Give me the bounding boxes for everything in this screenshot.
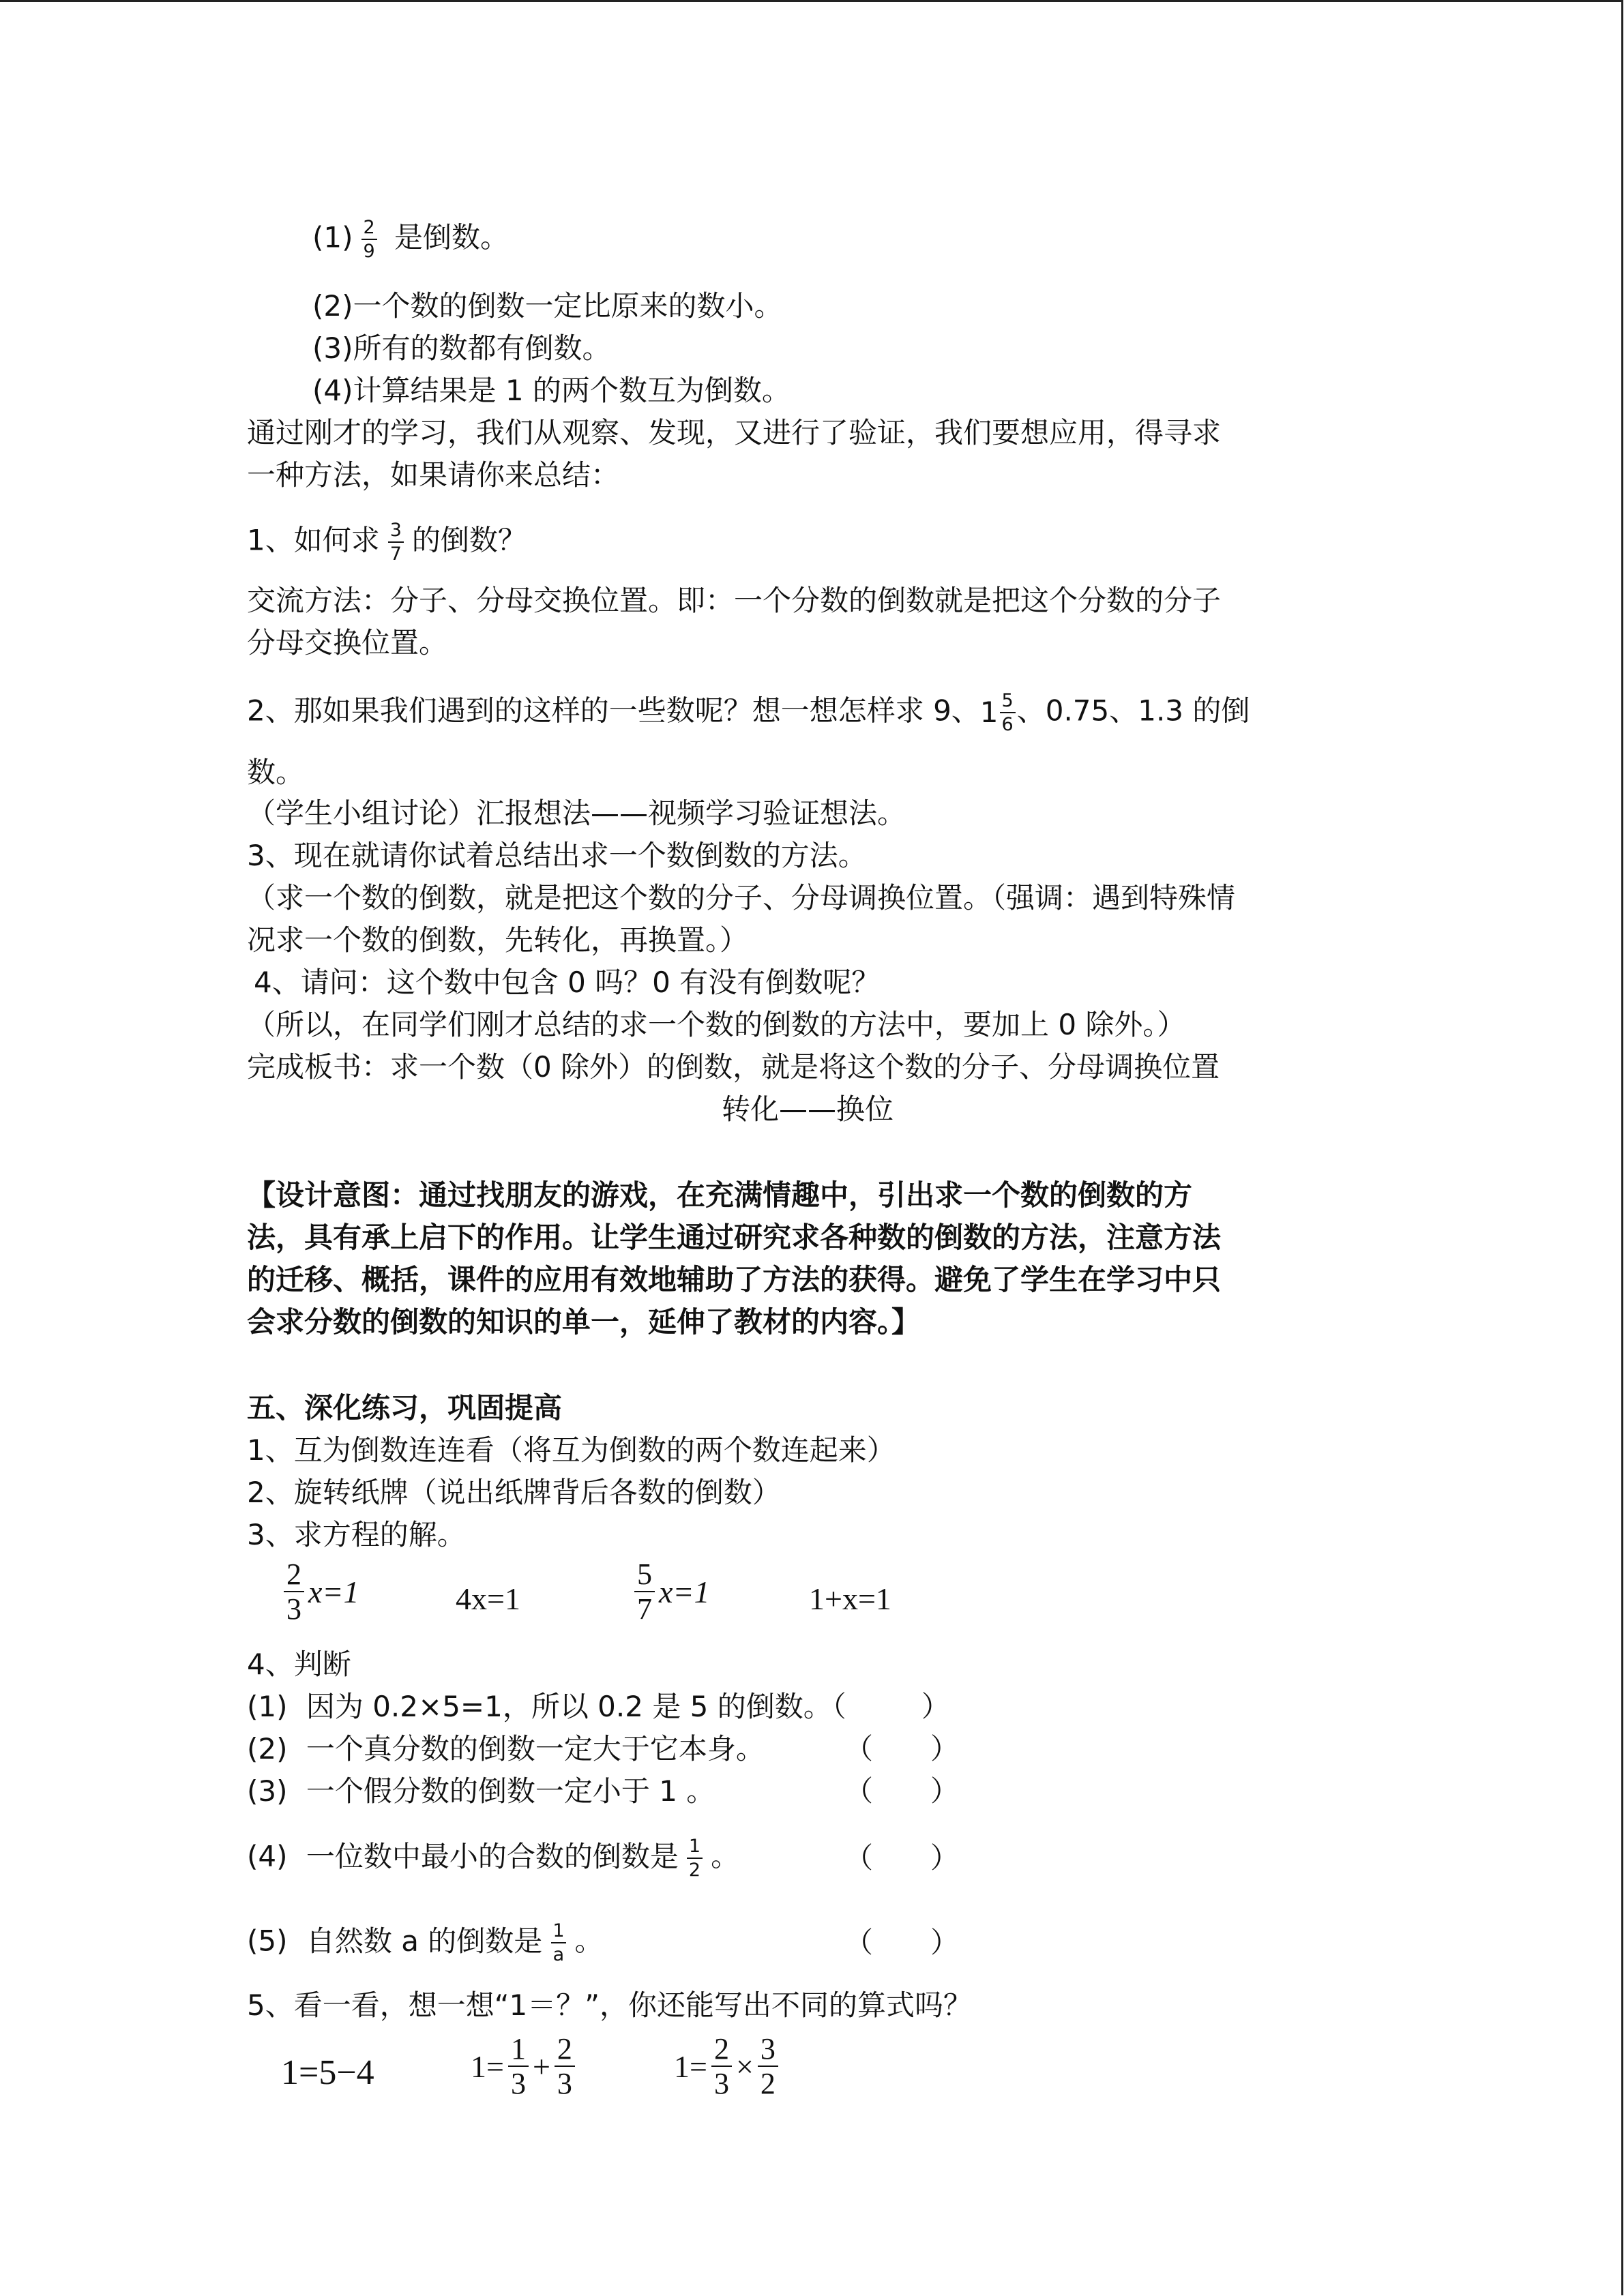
denominator: 6 [1000, 712, 1016, 735]
exercise-2: 2、旋转纸牌（说出纸牌背后各数的倒数） [247, 1476, 781, 1509]
equation-3 [630, 1557, 709, 1626]
judge-1-text: 因为 0.2×5=1，所以 0.2 是 5 的倒数。（ [306, 1690, 846, 1723]
judge-4-label: (4) [247, 1839, 288, 1873]
fraction [284, 1557, 304, 1626]
numerator: 3 [389, 520, 402, 541]
step1-prefix: 1、如何求 [247, 523, 380, 557]
numerator: 5 [637, 1557, 652, 1591]
judge-1-label: (1) [247, 1690, 288, 1723]
numerator: 2 [286, 1557, 301, 1591]
denominator: 7 [634, 1591, 655, 1626]
mixed-number [980, 690, 1017, 735]
review-q1-label: (1) [312, 220, 353, 254]
exercise-4: 4、判断 [247, 1648, 351, 1681]
board: 完成板书：求一个数（0 除外）的倒数，就是将这个数的分子、分母调换位置 [247, 1050, 1220, 1084]
judge-4 [247, 1836, 739, 1881]
judge-3-paren[interactable]: （ ） [844, 1774, 960, 1808]
numerator: 3 [760, 2032, 776, 2066]
exercise-1: 1、互为倒数连连看（将互为倒数的两个数连起来） [247, 1433, 896, 1467]
denominator: 3 [555, 2066, 575, 2100]
review-q2: (2)一个数的倒数一定比原来的数小。 [312, 289, 783, 323]
exercise-3: 3、求方程的解。 [247, 1518, 466, 1551]
numerator: 5 [1001, 690, 1014, 711]
denominator: 2 [758, 2066, 778, 2100]
denominator: a [551, 1942, 567, 1965]
step2-line-2: 数。 [247, 756, 305, 789]
judge-2-paren[interactable]: （ ） [844, 1732, 960, 1765]
identity-1: 1=5−4 [281, 2053, 374, 2092]
fraction [1000, 690, 1016, 735]
judge-4-end: 。 [711, 1839, 740, 1873]
method-line-1: （求一个数的倒数，就是把这个数的分子、分母调换位置。（强调：遇到特殊情 [247, 881, 1236, 914]
identity-3 [674, 2032, 782, 2101]
judge-2 [247, 1732, 765, 1765]
numerator: 1 [688, 1836, 701, 1857]
equation-1 [280, 1557, 359, 1626]
discussion: （学生小组讨论）汇报想法——视频学习验证想法。 [247, 796, 906, 830]
denominator: 2 [687, 1858, 703, 1881]
fraction [508, 2032, 529, 2101]
fraction [634, 1557, 655, 1626]
judge-4-paren[interactable]: （ ） [844, 1841, 960, 1875]
board-sub: 转化——换位 [722, 1092, 894, 1126]
judge-3-text: 一个假分数的倒数一定小于 1 。 [306, 1774, 715, 1808]
judge-5-label: (5) [247, 1924, 288, 1958]
identity-2 [471, 2032, 579, 2101]
review-q1 [312, 217, 509, 262]
step2-suffix: 、0.75、1.3 的倒 [1016, 694, 1250, 728]
judge-3 [247, 1774, 715, 1808]
judge-4-text: 一位数中最小的合数的倒数是 [306, 1839, 679, 1873]
fraction [711, 2032, 732, 2101]
judge-5-end: 。 [574, 1924, 604, 1958]
design-intent-line-3: 的迁移、概括，课件的应用有效地辅助了方法的获得。避免了学生在学习中只 [247, 1263, 1222, 1296]
judge-3-label: (3) [247, 1774, 288, 1808]
fraction [550, 1920, 566, 1965]
numerator: 2 [363, 217, 375, 238]
method-line-2: 况求一个数的倒数，先转化，再换置。） [247, 923, 749, 957]
denominator: 3 [284, 1591, 304, 1626]
fraction [361, 217, 377, 262]
equation-4: 1+x=1 [809, 1581, 891, 1616]
step2-prefix: 2、那如果我们遇到的这样的一些数呢？想一想怎样求 9、 [247, 694, 980, 728]
numerator: 1 [510, 2032, 526, 2066]
step1-suffix: 的倒数？ [411, 523, 527, 557]
design-intent-line-1: 【设计意图：通过找朋友的游戏，在充满情趣中，引出求一个数的倒数的方 [247, 1178, 1193, 1212]
fraction [758, 2032, 778, 2101]
numerator: 2 [557, 2032, 572, 2066]
step2 [247, 690, 1250, 735]
section5-title: 五、深化练习，巩固提高 [247, 1391, 563, 1425]
judge-5-text: 自然数 a 的倒数是 [306, 1924, 543, 1958]
fraction [555, 2032, 575, 2101]
judge-5 [247, 1920, 604, 1965]
denominator: 3 [711, 2066, 732, 2100]
mixed-whole: 1 [979, 696, 999, 730]
denominator: 7 [388, 541, 404, 565]
review-q3: (3)所有的数都有倒数。 [312, 331, 611, 365]
judge-5-paren[interactable]: （ ） [844, 1926, 960, 1959]
judge-2-label: (2) [247, 1732, 288, 1765]
intro-line-2: 一种方法，如果请你来总结： [247, 458, 620, 492]
denominator: 9 [361, 239, 377, 262]
numerator: 2 [713, 2032, 729, 2066]
step3: 3、现在就请你试着总结出求一个数倒数的方法。 [247, 839, 867, 872]
exchange-line-2: 分母交换位置。 [247, 626, 448, 659]
step4: 4、请问：这个数中包含 0 吗？0 有没有倒数呢？ [254, 966, 881, 999]
design-intent-line-4: 会求分数的倒数的知识的单一，延伸了教材的内容。】 [247, 1305, 921, 1339]
zero-note: （所以，在同学们刚才总结的求一个数的倒数的方法中，要加上 0 除外。） [247, 1008, 1186, 1041]
numerator: 1 [552, 1920, 565, 1941]
fraction [687, 1836, 703, 1881]
operator: + [532, 2048, 550, 2084]
denominator: 3 [508, 2066, 529, 2100]
exercise-5: 5、看一看，想一想“1＝？”，你还能写出不同的算式吗？ [247, 1988, 972, 2022]
identity-2-lhs: 1= [471, 2048, 504, 2084]
review-q1-text: 是倒数。 [394, 220, 510, 254]
exchange-line-1: 交流方法：分子、分母交换位置。即：一个分数的倒数就是把这个分数的分子 [247, 584, 1222, 617]
equation-3-rest: x=1 [659, 1574, 710, 1609]
intro-line-1: 通过刚才的学习，我们从观察、发现，又进行了验证，我们要想应用，得寻求 [247, 416, 1222, 449]
design-intent-line-2: 法，具有承上启下的作用。让学生通过研究求各种数的倒数的方法，注意方法 [247, 1221, 1222, 1254]
judge-2-text: 一个真分数的倒数一定大于它本身。 [306, 1732, 765, 1765]
step1 [247, 520, 527, 565]
judge-1 [247, 1690, 950, 1723]
identity-3-lhs: 1= [674, 2048, 707, 2084]
equation-2: 4x=1 [456, 1581, 520, 1616]
judge-1-close: ） [921, 1690, 950, 1723]
operator: × [735, 2048, 754, 2084]
equation-1-rest: x=1 [308, 1574, 359, 1609]
review-q4: (4)计算结果是 1 的两个数互为倒数。 [312, 374, 791, 407]
fraction [388, 520, 404, 565]
